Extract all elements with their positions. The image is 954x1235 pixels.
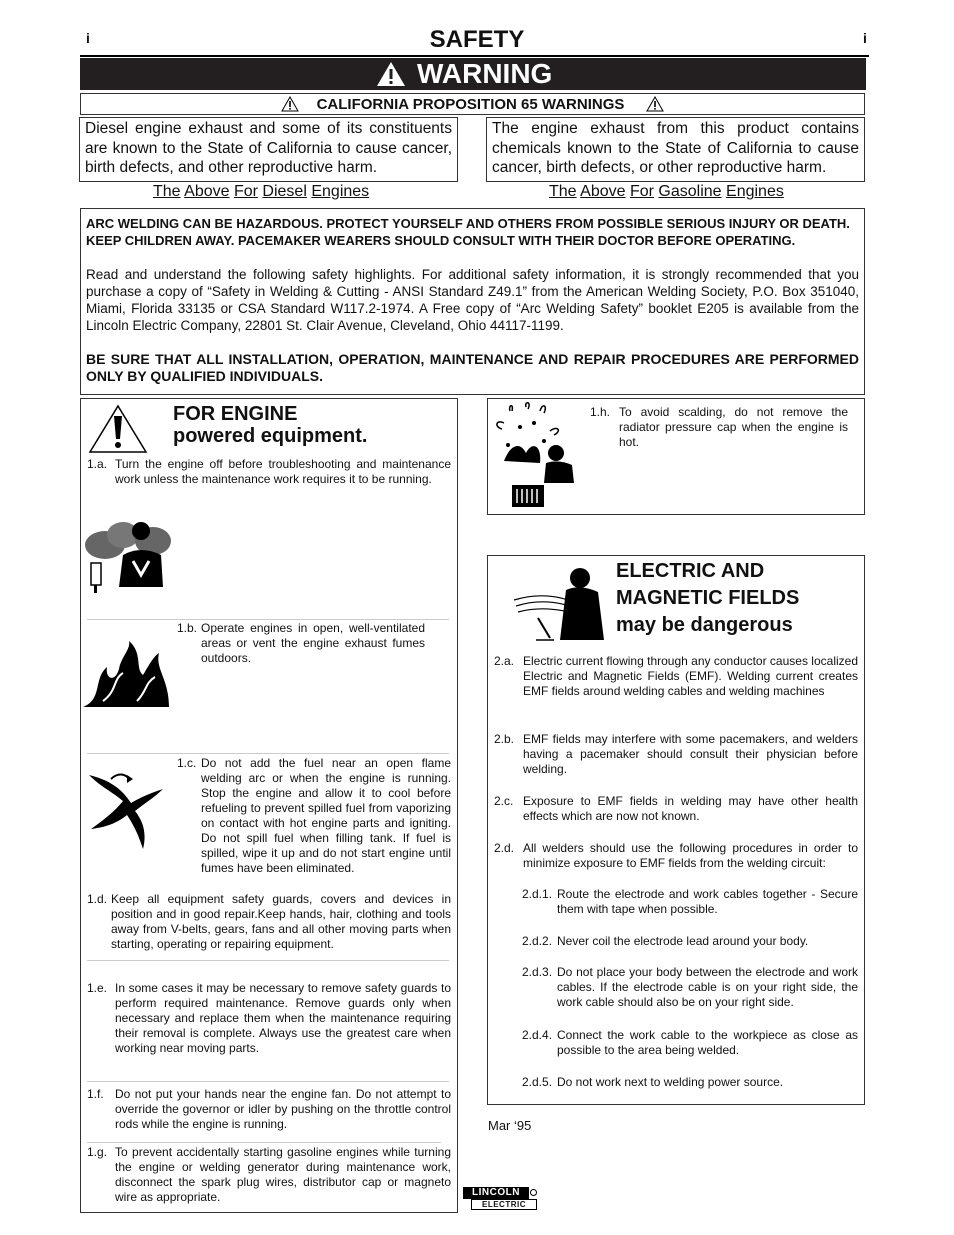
no-fuel-hand-icon: [83, 767, 167, 851]
item-number: 2.a.: [494, 654, 515, 668]
list-item: [590, 405, 848, 450]
divider: [87, 1142, 441, 1143]
item-number: 1.a.: [87, 457, 108, 471]
item-number: 2.d.5.: [522, 1075, 553, 1089]
item-text: EMF fields may interfere with some pacemakers, and welders having a pacemaker should consult their physician before welding.: [523, 732, 858, 776]
warning-triangle-icon: [646, 96, 664, 112]
item-number: 2.d.1.: [522, 887, 553, 901]
flame-icon: [83, 639, 171, 709]
item-number: 1.d.: [87, 892, 108, 906]
item-text: Never coil the electrode lead around your body.: [557, 934, 809, 948]
item-number: 1.c.: [177, 756, 197, 770]
sub-list-item: [522, 1075, 858, 1090]
engine-section: [80, 398, 458, 1213]
footer-date: Mar ‘95: [488, 1118, 532, 1133]
list-item: [87, 981, 451, 1056]
arc-warning: ARC WELDING CAN BE HAZARDOUS. PROTECT YOURSELF AND OTHERS FROM POSSIBLE SERIOUS INJURY OR DEATH. KEEP CHILDREN AWAY. PACEMAKER WEARERS SHOULD CONSULT WITH THEIR DOCTOR BEFORE OPERATING.: [86, 216, 850, 248]
caption-word: Diesel: [262, 183, 307, 200]
list-item: [87, 892, 451, 952]
prop65-gasoline-text: The engine exhaust from this product contains chemicals known to the State of California to cause cancer, birth defects, or other reproductive harm.: [492, 120, 859, 176]
diesel-caption: [153, 183, 369, 201]
item-text: Connect the work cable to the workpiece as close as possible to the area being welded.: [557, 1028, 858, 1057]
emf-heading: [616, 558, 799, 639]
item-number: 1.b.: [177, 621, 198, 635]
caption-word: Engines: [311, 183, 370, 200]
caption-word: Gasoline: [658, 183, 722, 200]
item-number: 1.f.: [87, 1087, 104, 1101]
radiator-section: [487, 398, 865, 515]
item-number: 2.d.2.: [522, 934, 553, 948]
item-number: 2.d.4.: [522, 1028, 553, 1042]
warning-banner: [80, 58, 866, 90]
caption-word: Above: [184, 183, 230, 200]
item-number: 1.h.: [590, 405, 611, 419]
item-number: 1.e.: [87, 981, 108, 995]
engine-heading-1: FOR ENGINE: [173, 403, 298, 425]
list-item: [87, 1087, 451, 1132]
title-rule: [80, 55, 869, 57]
item-text: To avoid scalding, do not remove the radiator pressure cap when the engine is hot.: [619, 405, 848, 449]
list-item: [494, 732, 858, 777]
caption-word: The: [549, 183, 577, 200]
page-number-left: i: [86, 30, 90, 46]
caption-word: The: [153, 183, 181, 200]
registered-mark-icon: [530, 1189, 537, 1196]
exclamation-triangle-icon: [87, 403, 149, 455]
item-text: Exposure to EMF fields in welding may have other health effects which are now not known.: [523, 794, 858, 823]
emf-heading-3: may be dangerous: [616, 614, 793, 636]
list-item: [494, 841, 858, 871]
engine-heading-2: powered equipment.: [173, 425, 368, 447]
arc-qualified: BE SURE THAT ALL INSTALLATION, OPERATION, MAINTENANCE AND REPAIR PROCEDURES ARE PERFORMED ONLY BY QUALIFIED INDIVIDUALS.: [86, 351, 859, 384]
emf-heading-1: ELECTRIC AND: [616, 560, 765, 582]
page-number-right: i: [863, 30, 867, 46]
arc-read-text: Read and understand the following safety highlights. For additional safety information, it is strongly recommended that you purchase a copy of “Safety in Welding & Cutting - ANSI Standard Z49.1” from the American Welding Society, P.O. Box 351040, Miami, Florida 33135 or CSA Standard W117.2-1974. A Free copy of “Arc Welding Safety” booklet E205 is available from the Lincoln Electric Company, 22801 St. Clair Avenue, Cleveland, Ohio 44117-1199.: [86, 267, 859, 333]
item-number: 2.c.: [494, 794, 514, 808]
item-number: 2.d.3.: [522, 965, 553, 979]
item-text: To prevent accidentally starting gasoline engines while turning the engine or welding generator during maintenance work, disconnect the spark plug wires, distributor cap or magneto wire as appropriate.: [115, 1145, 451, 1204]
caption-word: For: [233, 183, 258, 200]
list-item: [494, 794, 858, 824]
sub-list-item: [522, 1028, 858, 1058]
prop65-heading: CALIFORNIA PROPOSITION 65 WARNINGS: [316, 95, 625, 113]
warning-triangle-icon: [375, 60, 407, 88]
sub-list-item: [522, 934, 858, 949]
emf-welder-icon: [508, 560, 612, 642]
item-text: Do not work next to welding power source.: [557, 1075, 784, 1089]
caption-word: Above: [580, 183, 626, 200]
sub-list-item: [522, 887, 858, 917]
item-text: All welders should use the following procedures in order to minimize exposure to EMF fields from the welding circuit:: [523, 841, 858, 870]
emf-section: [487, 555, 865, 1105]
logo-bottom: ELECTRIC: [471, 1199, 537, 1210]
gasoline-caption: [549, 183, 784, 201]
arc-welding-box: [80, 208, 865, 395]
item-number: 2.b.: [494, 732, 515, 746]
list-item: [494, 654, 858, 699]
emf-heading-2: MAGNETIC FIELDS: [616, 587, 800, 609]
list-item: [87, 1145, 451, 1205]
divider: [87, 753, 449, 754]
caption-word: For: [629, 183, 654, 200]
item-text: Electric current flowing through any conductor causes localized Electric and Magnetic Fields (EMF). Welding current creates EMF fields around welding cables and welding machines: [523, 654, 858, 698]
lincoln-electric-logo: [463, 1187, 537, 1212]
page-title: SAFETY: [429, 26, 525, 53]
item-text: Do not add the fuel near an open flame welding arc or when the engine is running. Stop the engine and allow it to cool before refueling to prevent spilled fuel from vaporizing on contact with hot engine parts and igniting. Do not spill fuel when filling tank. If fuel is spilled, wipe it up and do not start engine until fumes have been eliminated.: [201, 756, 451, 875]
warning-triangle-icon: [281, 96, 299, 112]
exhaust-fumes-person-icon: [83, 515, 173, 595]
item-text: Keep all equipment safety guards, covers and devices in position and in good repair.Keep hands, hair, clothing and tools away from V-belts, gears, fans and all other moving parts when starting, operating or repairing equipment.: [111, 892, 451, 951]
sub-list-item: [522, 965, 858, 1010]
warning-label: WARNING: [417, 58, 553, 89]
logo-top: LINCOLN: [463, 1187, 529, 1199]
caption-word: Engines: [726, 183, 784, 200]
item-text: Do not place your body between the electrode and work cables. If the electrode cable is on your right side, the work cable should also be on your right side.: [557, 965, 858, 1009]
prop65-heading-box: [80, 93, 865, 115]
item-number: 1.g.: [87, 1145, 108, 1159]
prop65-diesel-box: [79, 117, 458, 182]
divider: [87, 1081, 449, 1082]
list-item: [177, 756, 451, 876]
item-text: Turn the engine off before troubleshooting and maintenance work unless the maintenance work requires it to be running.: [115, 457, 451, 486]
list-item: [177, 621, 425, 666]
item-number: 2.d.: [494, 841, 515, 855]
item-text: In some cases it may be necessary to remove safety guards to perform required maintenance. Remove guards only when necessary and replace them when the maintenance requiring their removal is complete. Always use the greatest care when working near moving parts.: [115, 981, 451, 1055]
divider: [87, 960, 449, 961]
scalding-radiator-icon: [490, 401, 580, 511]
prop65-gasoline-box: [486, 117, 865, 182]
divider: [87, 619, 449, 620]
list-item: [87, 457, 451, 487]
item-text: Do not put your hands near the engine fan. Do not attempt to override the governor or idler by pushing on the throttle control rods while the engine is running.: [115, 1087, 451, 1131]
item-text: Operate engines in open, well-ventilated areas or vent the engine exhaust fumes outdoors.: [201, 621, 425, 665]
item-text: Route the electrode and work cables together - Secure them with tape when possible.: [557, 887, 858, 916]
prop65-diesel-text: Diesel engine exhaust and some of its constituents are known to the State of California to cause cancer, birth defects, and other reproductive harm.: [85, 120, 452, 176]
